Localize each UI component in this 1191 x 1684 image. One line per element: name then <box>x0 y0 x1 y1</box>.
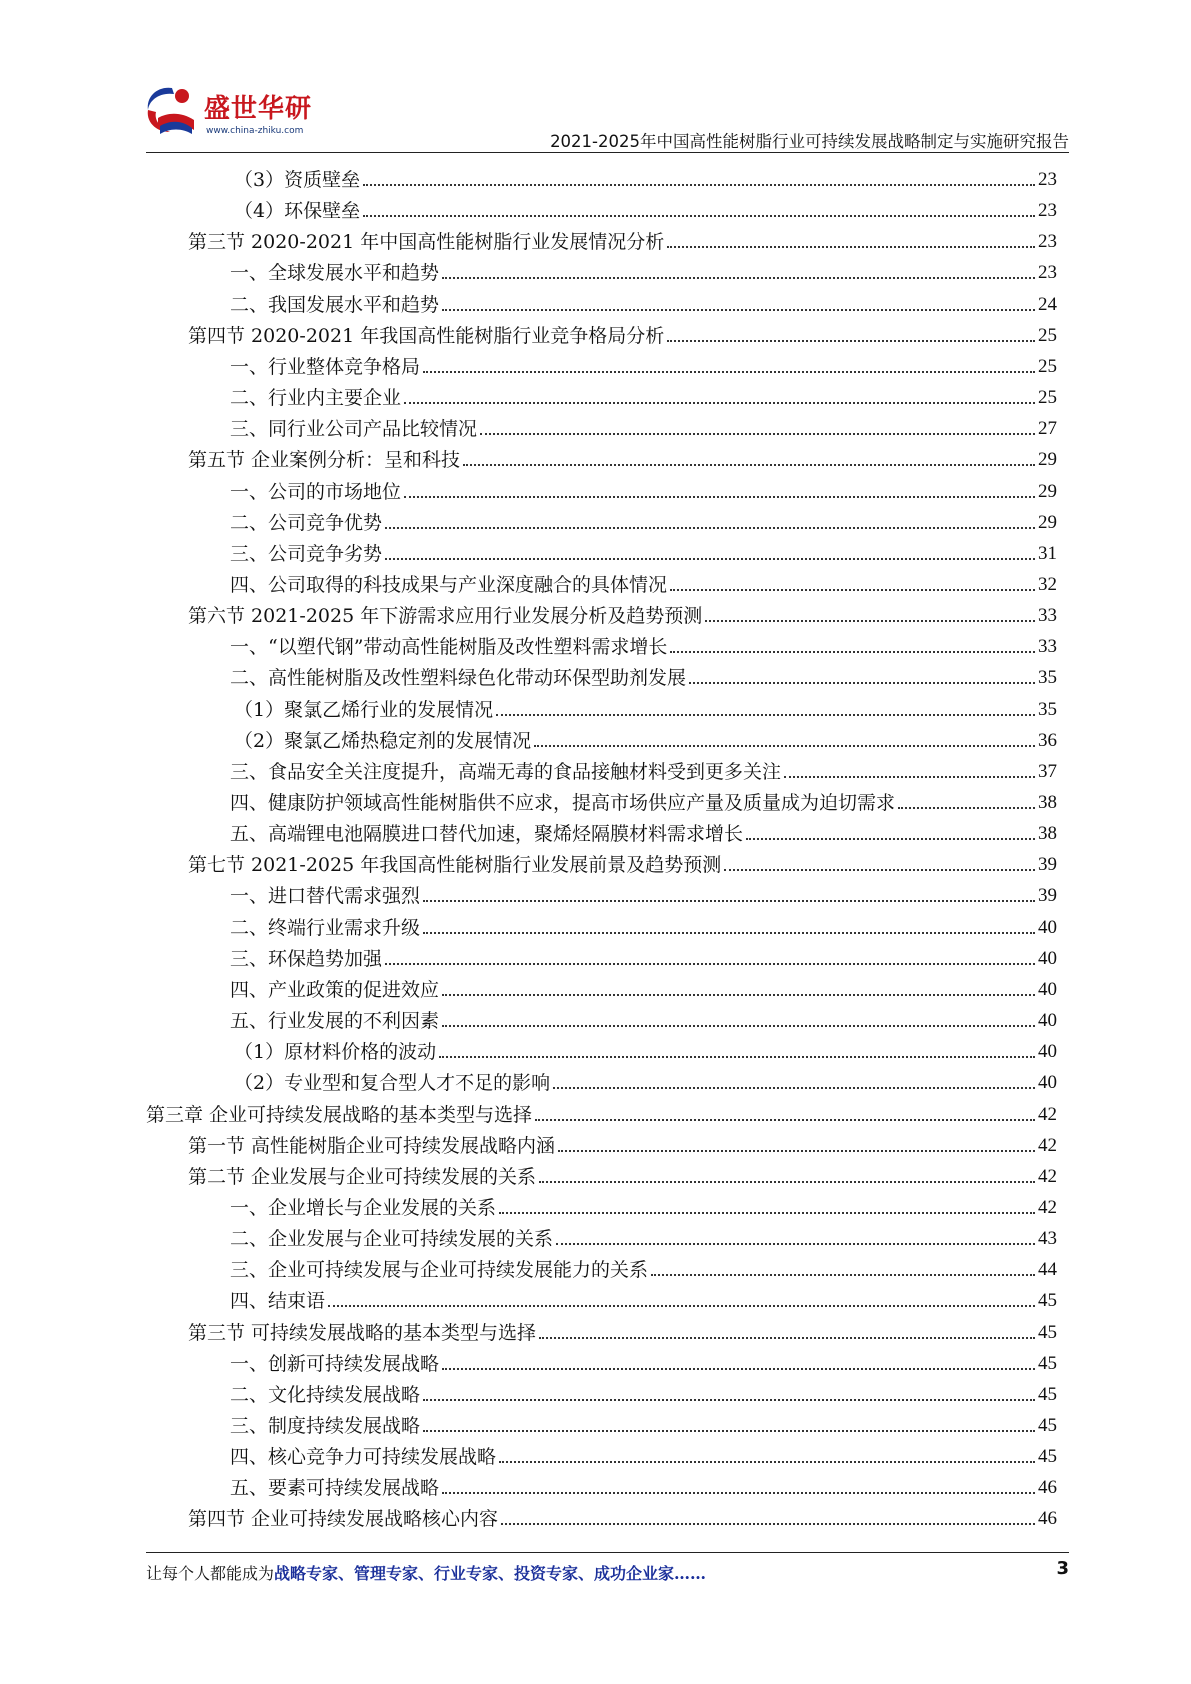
toc-dot-leader <box>423 931 1035 934</box>
toc-entry[interactable] <box>230 1220 1057 1251</box>
toc-entry-page: 29 <box>1038 480 1057 502</box>
toc-dot-leader <box>423 1429 1035 1432</box>
toc-dot-leader <box>746 837 1035 840</box>
toc-entry-page: 42 <box>1038 1134 1057 1156</box>
toc-entry-title: 二、我国发展水平和趋势 <box>230 293 440 316</box>
toc-entry-title: 二、企业发展与企业可持续发展的关系 <box>230 1228 554 1251</box>
toc-dot-leader <box>553 1086 1035 1089</box>
toc-entry-title: 第七节 2021-2025 年我国高性能树脂行业发展前景及趋势预测 <box>188 854 722 877</box>
toc-entry-title: 四、结束语 <box>230 1290 326 1313</box>
toc-entry-title: 第三章 企业可持续发展战略的基本类型与选择 <box>146 1103 533 1126</box>
toc-entry-page: 23 <box>1038 169 1057 190</box>
toc-dot-leader <box>480 432 1035 435</box>
logo-name: 盛世华研 <box>204 94 313 124</box>
toc-entry[interactable] <box>230 348 1057 379</box>
toc-entry-title: 四、公司取得的科技成果与产业深度融合的具体情况 <box>230 573 668 596</box>
toc-entry[interactable] <box>230 286 1057 317</box>
toc-dot-leader <box>442 276 1035 279</box>
toc-entry-page: 27 <box>1038 418 1057 440</box>
toc-entry-page: 40 <box>1038 978 1057 1000</box>
toc-entry-title: 一、创新可持续发展战略 <box>230 1352 440 1375</box>
toc-dot-leader <box>724 868 1035 871</box>
toc-entry-page: 46 <box>1038 1477 1057 1499</box>
page-number: 3 <box>1056 1558 1069 1579</box>
company-logo <box>138 82 313 148</box>
toc-entry[interactable] <box>234 192 1057 223</box>
toc-dot-leader <box>463 463 1035 466</box>
toc-entry[interactable] <box>230 535 1057 566</box>
toc-entry-page: 32 <box>1038 573 1057 595</box>
toc-dot-leader <box>556 1242 1035 1245</box>
toc-dot-leader <box>535 1118 1035 1121</box>
toc-entry[interactable] <box>188 223 1057 254</box>
toc-dot-leader <box>442 308 1035 311</box>
toc-dot-leader <box>423 1398 1035 1401</box>
toc-entry-page: 44 <box>1038 1259 1057 1281</box>
toc-entry[interactable] <box>230 815 1057 846</box>
page-header <box>0 0 1191 160</box>
toc-entry[interactable] <box>230 971 1057 1002</box>
toc-entry[interactable] <box>188 1127 1057 1158</box>
toc-entry-page: 40 <box>1038 1041 1057 1063</box>
toc-dot-leader <box>404 495 1035 498</box>
toc-entry-title: 第一节 高性能树脂企业可持续发展战略内涵 <box>188 1134 556 1157</box>
toc-entry-page: 29 <box>1038 511 1057 533</box>
toc-entry-page: 38 <box>1038 792 1057 813</box>
toc-entry-title: 四、健康防护领域高性能树脂供不应求，提高市场供应产量及质量成为迫切需求 <box>230 792 896 814</box>
toc-entry[interactable] <box>230 379 1057 410</box>
toc-dot-leader <box>667 339 1035 342</box>
toc-entry-title: 二、文化持续发展战略 <box>230 1383 421 1406</box>
toc-entry-page: 42 <box>1038 1103 1057 1125</box>
toc-entry-title: 三、环保趋势加强 <box>230 947 383 970</box>
toc-dot-leader <box>423 370 1035 373</box>
toc-entry-page: 24 <box>1038 293 1057 315</box>
toc-entry-page: 46 <box>1038 1508 1057 1530</box>
toc-entry[interactable] <box>188 597 1057 628</box>
footer-slogan <box>146 1561 706 1584</box>
toc-dot-leader <box>385 962 1035 965</box>
toc-dot-leader <box>385 557 1035 560</box>
toc-entry[interactable] <box>230 659 1057 690</box>
toc-entry[interactable] <box>230 1282 1057 1313</box>
toc-entry-title: 一、全球发展水平和趋势 <box>230 262 440 285</box>
toc-entry-page: 33 <box>1038 636 1057 658</box>
toc-entry-page: 23 <box>1038 262 1057 284</box>
toc-entry-page: 45 <box>1038 1415 1057 1436</box>
toc-entry-title: （2）聚氯乙烯热稳定剂的发展情况 <box>234 729 532 752</box>
toc-dot-leader <box>499 1211 1035 1214</box>
toc-entry-title: 三、同行业公司产品比较情况 <box>230 418 478 441</box>
toc-entry-title: 三、公司竞争劣势 <box>230 542 383 565</box>
toc-entry-page: 29 <box>1038 449 1057 471</box>
toc-entry-page: 39 <box>1038 854 1057 876</box>
toc-entry-title: 三、制度持续发展战略 <box>230 1415 421 1437</box>
toc-entry-title: 第四节 企业可持续发展战略核心内容 <box>188 1508 499 1531</box>
toc-dot-leader <box>534 744 1035 747</box>
slogan-highlight: 战略专家、管理专家、行业专家、投资专家、成功企业家…… <box>274 1564 707 1583</box>
toc-entry-title: 四、核心竞争力可持续发展战略 <box>230 1446 497 1469</box>
toc-entry-page: 45 <box>1038 1446 1057 1468</box>
toc-entry-page: 33 <box>1038 605 1057 627</box>
toc-dot-leader <box>363 214 1035 217</box>
toc-dot-leader <box>784 775 1035 778</box>
toc-entry-title: （1）原材料价格的波动 <box>234 1041 437 1064</box>
toc-entry-title: 一、公司的市场地位 <box>230 480 402 503</box>
toc-entry-page: 40 <box>1038 1010 1057 1032</box>
toc-entry-page: 42 <box>1038 1165 1057 1187</box>
toc-entry-page: 43 <box>1038 1228 1057 1250</box>
slogan-prefix: 让每个人都能成为 <box>146 1564 275 1583</box>
toc-entry-page: 42 <box>1038 1196 1057 1218</box>
toc-entry[interactable] <box>188 441 1057 472</box>
toc-entry[interactable] <box>230 1002 1057 1033</box>
toc-entry-page: 40 <box>1038 916 1057 938</box>
toc-entry-title: 一、“以塑代钢”带动高性能树脂及改性塑料需求增长 <box>230 636 668 659</box>
toc-dot-leader <box>689 681 1035 684</box>
toc-entry[interactable] <box>230 1376 1057 1407</box>
toc-dot-leader <box>439 1055 1035 1058</box>
toc-entry[interactable] <box>234 722 1057 753</box>
toc-dot-leader <box>539 1336 1035 1339</box>
toc-entry[interactable] <box>230 566 1057 597</box>
toc-entry-title: （2）专业型和复合型人才不足的影响 <box>234 1072 551 1095</box>
toc-entry[interactable] <box>230 1407 1057 1438</box>
logo-url: www.china-zhiku.com <box>206 126 304 136</box>
toc-entry-title: 三、食品安全关注度提升，高端无毒的食品接触材料受到更多关注 <box>230 760 782 783</box>
toc-entry-title: 一、行业整体竞争格局 <box>230 355 421 378</box>
toc-dot-leader <box>442 1367 1035 1370</box>
toc-dot-leader <box>539 1180 1035 1183</box>
toc-dot-leader <box>670 650 1035 653</box>
toc-entry[interactable] <box>230 1189 1057 1220</box>
toc-entry-title: 一、进口替代需求强烈 <box>230 885 421 908</box>
toc-entry-page: 36 <box>1038 729 1057 751</box>
toc-entry-title: 第三节 可持续发展战略的基本类型与选择 <box>188 1321 537 1344</box>
toc-entry[interactable] <box>234 1033 1057 1064</box>
toc-entry[interactable] <box>188 1314 1057 1345</box>
toc-entry[interactable] <box>230 1438 1057 1469</box>
toc-dot-leader <box>442 993 1035 996</box>
toc-entry-page: 35 <box>1038 698 1057 720</box>
toc-entry-page: 25 <box>1038 387 1057 409</box>
toc-entry-page: 31 <box>1038 542 1057 564</box>
logo-mark-icon <box>138 82 204 144</box>
toc-entry-page: 35 <box>1038 667 1057 689</box>
toc-entry[interactable] <box>230 410 1057 441</box>
toc-entry[interactable] <box>188 317 1057 348</box>
toc-entry-title: 五、行业发展的不利因素 <box>230 1010 440 1033</box>
toc-entry-title: 第二节 企业发展与企业可持续发展的关系 <box>188 1165 537 1188</box>
toc-entry[interactable] <box>230 1469 1057 1500</box>
toc-entry-title: （4）环保壁垒 <box>234 200 361 223</box>
toc-dot-leader <box>651 1273 1035 1276</box>
toc-entry-title: 四、产业政策的促进效应 <box>230 978 440 1001</box>
toc-entry[interactable] <box>230 909 1057 940</box>
footer-divider <box>146 1552 1069 1553</box>
toc-entry-title: 第四节 2020-2021 年我国高性能树脂行业竞争格局分析 <box>188 324 665 347</box>
toc-entry-title: 第六节 2021-2025 年下游需求应用行业发展分析及趋势预测 <box>188 605 703 628</box>
toc-entry[interactable] <box>188 1500 1057 1531</box>
toc-dot-leader <box>363 183 1035 186</box>
toc-entry[interactable] <box>230 753 1057 784</box>
toc-entry-title: 二、行业内主要企业 <box>230 387 402 410</box>
toc-entry-title: 五、高端锂电池隔膜进口替代加速，聚烯烃隔膜材料需求增长 <box>230 823 744 846</box>
toc-dot-leader <box>670 588 1035 591</box>
toc-entry[interactable] <box>188 1158 1057 1189</box>
toc-entry-page: 45 <box>1038 1383 1057 1405</box>
toc-entry-title: 二、终端行业需求升级 <box>230 916 421 939</box>
toc-entry-title: 一、企业增长与企业发展的关系 <box>230 1196 497 1219</box>
toc-dot-leader <box>496 713 1035 716</box>
toc-entry[interactable] <box>230 784 1057 815</box>
toc-entry[interactable] <box>188 846 1057 877</box>
toc-entry-page: 38 <box>1038 823 1057 845</box>
toc-entry-page: 23 <box>1038 200 1057 222</box>
toc-entry[interactable] <box>230 628 1057 659</box>
toc-entry-page: 45 <box>1038 1321 1057 1343</box>
toc-dot-leader <box>385 526 1035 529</box>
toc-entry[interactable] <box>146 1096 1057 1127</box>
toc-dot-leader <box>499 1460 1035 1463</box>
toc-dot-leader <box>898 806 1035 809</box>
toc-dot-leader <box>404 401 1035 404</box>
toc-dot-leader <box>328 1304 1035 1307</box>
toc-entry-title: 二、公司竞争优势 <box>230 511 383 534</box>
toc-entry[interactable] <box>230 473 1057 504</box>
toc-entry-page: 40 <box>1038 1072 1057 1094</box>
toc-dot-leader <box>501 1522 1035 1525</box>
toc-entry-page: 45 <box>1038 1290 1057 1312</box>
toc-entry[interactable] <box>234 161 1057 192</box>
toc-entry[interactable] <box>230 504 1057 535</box>
toc-entry[interactable] <box>234 691 1057 722</box>
header-divider <box>146 152 1069 153</box>
toc-entry-page: 25 <box>1038 324 1057 346</box>
toc-entry[interactable] <box>230 1251 1057 1282</box>
toc-entry-title: （1）聚氯乙烯行业的发展情况 <box>234 698 494 721</box>
toc-dot-leader <box>667 245 1035 248</box>
toc-entry-page: 37 <box>1038 760 1057 782</box>
toc-entry-page: 45 <box>1038 1352 1057 1374</box>
toc-entry-page: 39 <box>1038 885 1057 907</box>
toc-entry-title: （3）资质壁垒 <box>234 169 361 191</box>
toc-dot-leader <box>423 899 1035 902</box>
toc-entry[interactable] <box>230 877 1057 908</box>
toc-entry-page: 25 <box>1038 355 1057 377</box>
toc-dot-leader <box>442 1491 1035 1494</box>
toc-entry-title: 第五节 企业案例分析：呈和科技 <box>188 449 461 472</box>
toc-entry-page: 23 <box>1038 231 1057 253</box>
toc-entry-title: 五、要素可持续发展战略 <box>230 1477 440 1500</box>
toc-entry-page: 40 <box>1038 947 1057 969</box>
toc-entry-title: 二、高性能树脂及改性塑料绿色化带动环保型助剂发展 <box>230 667 687 690</box>
toc-dot-leader <box>558 1149 1035 1152</box>
toc-entry[interactable] <box>234 1064 1057 1095</box>
toc-entry[interactable] <box>230 254 1057 285</box>
toc-entry-title: 三、企业可持续发展与企业可持续发展能力的关系 <box>230 1259 649 1282</box>
toc-entry[interactable] <box>230 1345 1057 1376</box>
toc-dot-leader <box>442 1024 1035 1027</box>
toc-entry[interactable] <box>230 940 1057 971</box>
toc-entry-title: 第三节 2020-2021 年中国高性能树脂行业发展情况分析 <box>188 231 665 254</box>
report-title: 2021-2025年中国高性能树脂行业可持续发展战略制定与实施研究报告 <box>550 132 1069 151</box>
toc-dot-leader <box>705 619 1035 622</box>
